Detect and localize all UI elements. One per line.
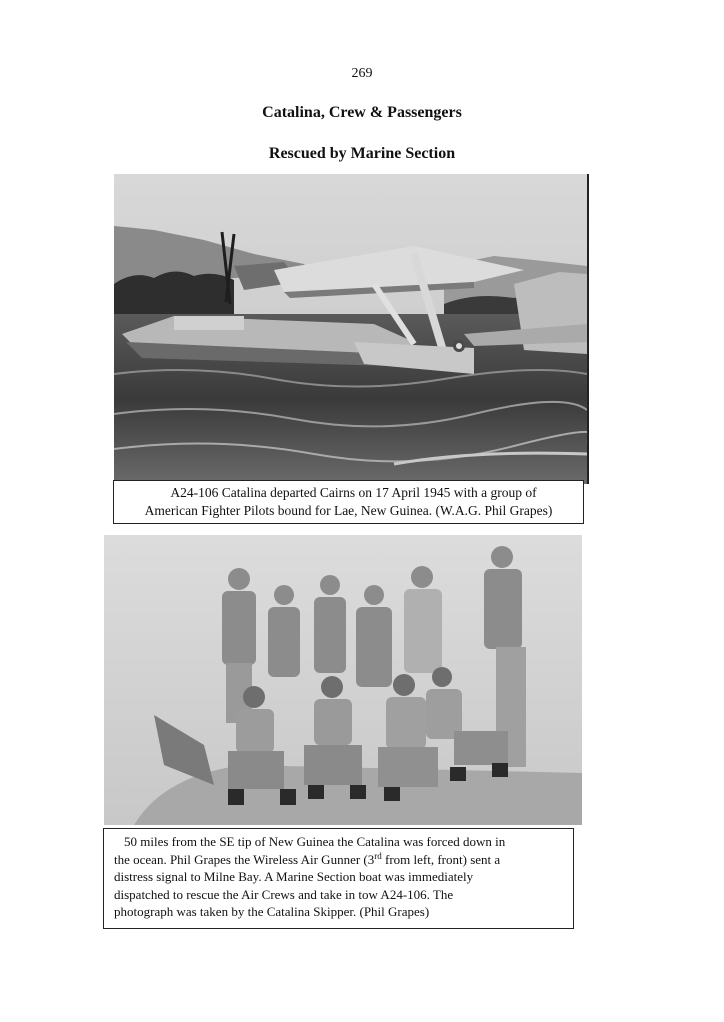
ordinal-suffix: rd: [374, 850, 382, 861]
page-title: Catalina, Crew & Passengers: [262, 104, 462, 121]
caption-text: the ocean. Phil Grapes the Wireless Air Gunner (3: [114, 851, 375, 867]
caption-line: American Fighter Pilots bound for Lae, New Guinea. (W.A.G. Phil Grapes): [144, 503, 553, 518]
caption-line: [114, 851, 565, 869]
caption-line: distress signal to Milne Bay. A Marine Section boat was immediately: [114, 869, 474, 884]
caption-line: dispatched to rescue the Air Crews and take in tow A24-106. The: [114, 886, 454, 902]
catalina-photo-caption: [113, 480, 584, 524]
crew-photo-caption: [103, 828, 574, 929]
caption-line: photograph was taken by the Catalina Skipper. (Phil Grapes): [114, 904, 430, 919]
crew-group-photo: [104, 535, 582, 825]
caption-line: A24-106 Catalina departed Cairns on 17 April 1945 with a group of: [170, 485, 537, 500]
catalina-photo: [114, 174, 589, 484]
page-number: 269: [351, 66, 373, 81]
caption-text: from left, front) sent a: [381, 851, 501, 867]
caption-line: 50 miles from the SE tip of New Guinea the Catalina was forced down in: [124, 834, 506, 849]
page-subtitle: Rescued by Marine Section: [268, 145, 456, 162]
